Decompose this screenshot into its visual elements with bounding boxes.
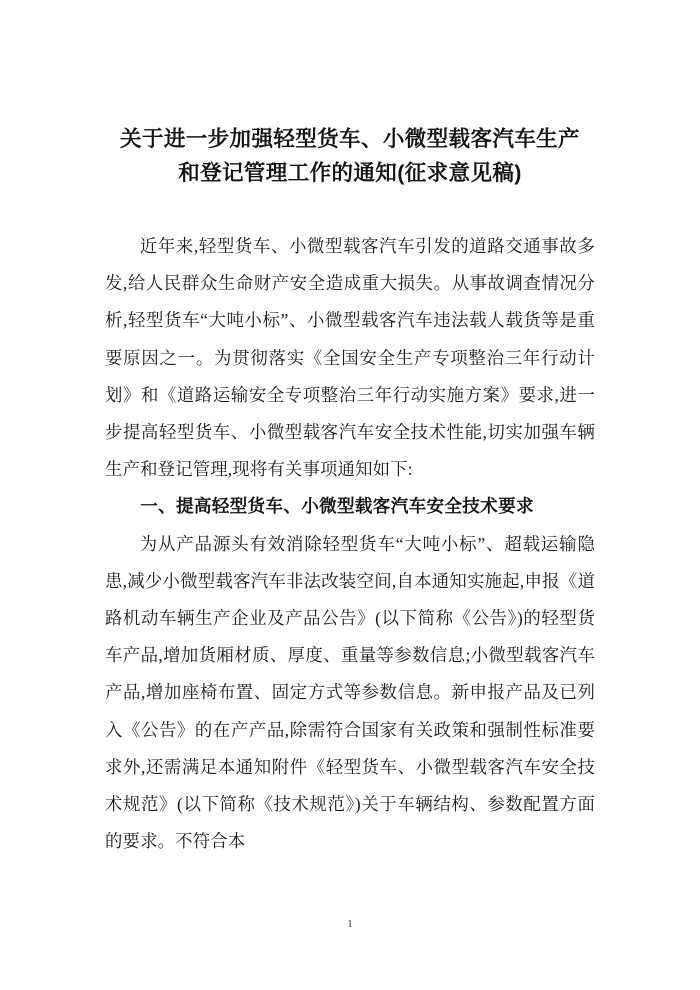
body-paragraph-1: 近年来,轻型货车、小微型载客汽车引发的道路交通事故多发,给人民群众生命财产安全造成重大损失。从事故调查情况分析,轻型货车“大吨小标”、小微型载客汽车违法载人载货等是重要原因之一。为贯彻落实《全国安全生产专项整治三年行动计划》和《道路运输安全专项整治三年行动实施方案》要求,进一步提高轻型货车、小微型载客汽车安全技术性能,切实加强车辆生产和登记管理,现将有关事项通知如下: (105, 236, 595, 480)
document-body (105, 228, 595, 860)
body-paragraph-2: 为从产品源头有效消除轻型货车“大吨小标”、超载运输隐患,减少小微型载客汽车非法改装空间,自本通知实施起,申报《道路机动车辆生产企业及产品公告》(以下简称《公告》)的轻型货车产品,增加货厢材质、厚度、重量等参数信息;小微型载客汽车产品,增加座椅布置、固定方式等参数信息。新申报产品及已列入《公告》的在产产品,除需符合国家有关政策和强制性标准要求外,还需满足本通知附件《轻型货车、小微型载客汽车安全技术规范》(以下简称《技术规范》)关于车辆结构、参数配置方面的要求。不符合本 (105, 533, 595, 852)
page-title-line-2: 和登记管理工作的通知(征求意见稿) (178, 161, 522, 185)
section-heading-1: 一、提高轻型货车、小微型载客汽车安全技术要求 (140, 496, 534, 517)
page-title (105, 122, 595, 190)
footer-page-number: 1 (347, 918, 353, 930)
page-title-line-1: 关于进一步加强轻型货车、小微型载客汽车生产 (120, 127, 580, 151)
